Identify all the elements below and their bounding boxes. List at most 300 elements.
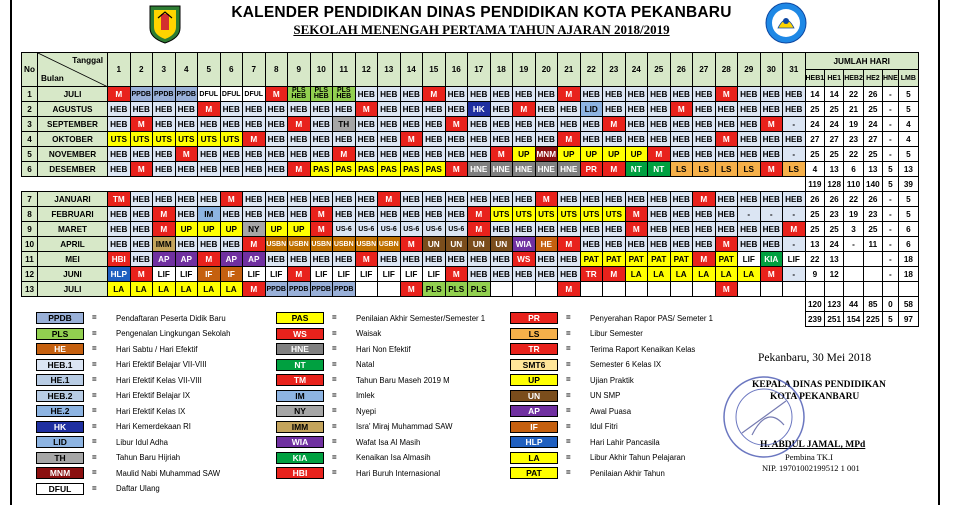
day-cell: HEB	[108, 147, 131, 162]
header-bulan: Bulan	[41, 74, 64, 83]
day-cell: HEB	[558, 222, 581, 237]
day-cell: HEB	[580, 222, 603, 237]
day-cell: HEB	[445, 132, 468, 147]
legend-equals: =	[332, 406, 337, 415]
day-cell: M	[648, 147, 671, 162]
day-cell: DFUL	[243, 87, 266, 102]
day-cell: UTS	[580, 207, 603, 222]
day-cell: UP	[558, 147, 581, 162]
month-sum: 6	[898, 222, 918, 237]
total-cell: 120	[805, 297, 825, 312]
day-cell: LIF	[333, 267, 356, 282]
day-cell: HEB	[220, 237, 243, 252]
month-sum: 19	[844, 207, 864, 222]
month-sum: 5	[898, 147, 918, 162]
month-sum: 24	[825, 117, 844, 132]
total-cell: 97	[898, 312, 918, 327]
day-cell: HEB	[468, 252, 491, 267]
month-name: OKTOBER	[38, 132, 108, 147]
month-name: JULI	[38, 282, 108, 297]
day-cell: HEB	[558, 102, 581, 117]
month-sum: 23	[844, 132, 864, 147]
legend-text: Natal	[356, 360, 375, 369]
month-sum: 25	[805, 207, 825, 222]
day-cell: HNE	[468, 162, 491, 177]
day-cell: HEB	[760, 237, 783, 252]
day-cell: MNM	[535, 147, 558, 162]
month-row	[22, 102, 919, 117]
day-cell: HEB	[760, 147, 783, 162]
day-cell: LA	[130, 282, 153, 297]
legend-equals: =	[92, 483, 97, 493]
day-cell: HEB	[355, 207, 378, 222]
day-cell: HEB	[130, 252, 153, 267]
day-cell: HEB	[490, 252, 513, 267]
month-row	[22, 282, 919, 297]
header-tanggal: Tanggal	[72, 56, 103, 65]
day-cell: HEB	[243, 192, 266, 207]
day-cell: NT	[625, 162, 648, 177]
legend-equals: =	[92, 375, 97, 384]
day-cell: HEB	[535, 117, 558, 132]
day-cell: HEB	[648, 87, 671, 102]
day-cell: HEB	[625, 87, 648, 102]
legend-text: Libur Idul Adha	[116, 437, 169, 447]
day-cell: UN	[445, 237, 468, 252]
day-cell: HEB	[738, 87, 761, 102]
header-no: No	[22, 53, 38, 87]
month-name: APRIL	[38, 237, 108, 252]
day-cell: HEB	[693, 117, 716, 132]
day-cell: HEB	[535, 87, 558, 102]
legend-text: Idul Fitri	[590, 422, 618, 431]
day-cell: IF	[198, 267, 221, 282]
day-cell: LA	[198, 282, 221, 297]
day-cell: DFUL	[198, 87, 221, 102]
day-cell: HEB	[445, 87, 468, 102]
total-cell: 123	[825, 297, 844, 312]
month-no: 11	[22, 252, 38, 267]
legend-text: Hari Efektif Kelas IX	[116, 406, 186, 416]
day-cell: M	[153, 222, 176, 237]
month-sum: 14	[825, 87, 844, 102]
day-cell: HEB	[580, 132, 603, 147]
month-sum	[844, 252, 864, 267]
day-cell: HEB	[558, 252, 581, 267]
day-cell	[648, 282, 671, 297]
day-cell: UP	[265, 222, 288, 237]
month-sum: 22	[844, 87, 864, 102]
legend-text: Pengenalan Lingkungan Sekolah	[116, 329, 231, 338]
day-cell	[693, 282, 716, 297]
day-cell	[738, 282, 761, 297]
day-cell: HEB	[378, 132, 401, 147]
legend-equals: =	[92, 406, 97, 415]
month-sum: 22	[844, 192, 864, 207]
day-cell: PR	[580, 162, 603, 177]
day-cell: HEB	[378, 147, 401, 162]
legend-code: LID	[36, 436, 84, 448]
day-cell: HEB	[265, 252, 288, 267]
day-cell: IF	[220, 267, 243, 282]
day-cell: M	[783, 222, 806, 237]
legend-text: Hari Efektif Belajar VII-VIII	[116, 360, 207, 369]
day-cell: HEB	[310, 102, 333, 117]
day-cell: UTS	[558, 207, 581, 222]
day-cell: M	[715, 132, 738, 147]
day-cell: HEB	[243, 102, 266, 117]
day-cell: PLS	[468, 282, 491, 297]
day-cell: LID	[580, 102, 603, 117]
day-cell: LA	[625, 267, 648, 282]
day-cell: HEB	[198, 192, 221, 207]
legend-code: TM	[276, 374, 324, 386]
day-cell: HEB	[378, 207, 401, 222]
total-cell: 225	[863, 312, 882, 327]
legend-code: IMM	[276, 421, 324, 433]
day-cell: HEB	[580, 87, 603, 102]
day-cell: HEB	[130, 192, 153, 207]
month-name: MEI	[38, 252, 108, 267]
legend-equals: =	[566, 406, 571, 415]
month-sum: 5	[882, 162, 898, 177]
month-row	[22, 87, 919, 102]
day-cell: HEB	[220, 162, 243, 177]
month-sum: 24	[805, 117, 825, 132]
day-cell: PAS	[355, 162, 378, 177]
day-cell: HEB	[423, 207, 446, 222]
day-cell: HEB	[738, 117, 761, 132]
total-cell: 44	[844, 297, 864, 312]
day-cell: NT	[648, 162, 671, 177]
month-row	[22, 132, 919, 147]
legend-code: HEB.2	[36, 390, 84, 402]
month-sum: 23	[863, 207, 882, 222]
day-cell: UTS	[535, 207, 558, 222]
legend-equals: =	[92, 421, 97, 431]
legend-code: MNM	[36, 467, 84, 479]
day-cell: LA	[648, 267, 671, 282]
day-header: 18	[490, 53, 513, 87]
day-cell: WIA	[513, 237, 536, 252]
day-cell: M	[693, 192, 716, 207]
day-cell: HEB	[108, 237, 131, 252]
day-cell: LS	[693, 162, 716, 177]
day-header: 26	[670, 53, 693, 87]
legend-equals: =	[566, 328, 571, 338]
month-sum: 27	[805, 132, 825, 147]
day-cell: HEB	[580, 192, 603, 207]
day-cell: US-6	[355, 222, 378, 237]
day-cell: HEB	[558, 192, 581, 207]
month-sum: 4	[898, 117, 918, 132]
day-cell: HEB	[648, 102, 671, 117]
day-cell: KIA	[760, 252, 783, 267]
legend-code: NY	[276, 405, 324, 417]
month-sum	[844, 267, 864, 282]
day-cell: HEB	[423, 252, 446, 267]
total-cell: 119	[805, 177, 825, 192]
legend-code: HBI	[276, 467, 324, 479]
sum-col-header: HE1	[825, 70, 844, 87]
day-cell: M	[288, 267, 311, 282]
day-cell: UP	[198, 222, 221, 237]
day-cell: PAS	[378, 162, 401, 177]
day-cell: M	[310, 207, 333, 222]
day-cell: LIF	[423, 267, 446, 282]
day-cell: AP	[153, 252, 176, 267]
day-header: 29	[738, 53, 761, 87]
day-header: 25	[648, 53, 671, 87]
month-sum: 27	[825, 132, 844, 147]
place-date: Pekanbaru, 30 Mei 2018	[758, 352, 872, 364]
day-cell: USBN	[355, 237, 378, 252]
legend-code: SMT6	[510, 359, 558, 371]
day-cell: M	[445, 162, 468, 177]
day-cell: HEB	[400, 252, 423, 267]
day-cell: HEB	[445, 252, 468, 267]
legend-equals: =	[566, 375, 571, 384]
legend-text: Awal Puasa	[590, 406, 632, 416]
day-cell: HEB	[130, 222, 153, 237]
day-cell: HEB	[625, 117, 648, 132]
day-header: 16	[445, 53, 468, 87]
month-no: 1	[22, 87, 38, 102]
total-cell: 58	[898, 297, 918, 312]
day-header: 6	[220, 53, 243, 87]
day-cell: HNE	[558, 162, 581, 177]
day-header: 10	[310, 53, 333, 87]
day-cell: M	[355, 102, 378, 117]
month-name: FEBRUARI	[38, 207, 108, 222]
day-cell: M	[558, 282, 581, 297]
day-cell: UTS	[513, 207, 536, 222]
day-cell: PLS HEB	[333, 87, 356, 102]
day-cell: HEB	[198, 117, 221, 132]
day-cell: HEB	[333, 192, 356, 207]
legend-code: HLP	[510, 436, 558, 448]
month-sum: 24	[825, 237, 844, 252]
legend-text: Hari Non Efektif	[356, 344, 411, 354]
day-cell: M	[760, 117, 783, 132]
month-sum: 25	[825, 147, 844, 162]
day-cell: HEB	[693, 102, 716, 117]
day-cell: M	[378, 192, 401, 207]
day-cell: PPDB	[153, 87, 176, 102]
day-cell	[355, 282, 378, 297]
day-cell: UTS	[490, 207, 513, 222]
day-cell: LIF	[355, 267, 378, 282]
day-cell: HEB	[288, 252, 311, 267]
legend-equals: =	[566, 390, 571, 400]
day-header: 2	[130, 53, 153, 87]
day-cell: UP	[288, 222, 311, 237]
day-cell: HEB	[535, 132, 558, 147]
day-header: 14	[400, 53, 423, 87]
day-cell: HEB	[333, 102, 356, 117]
day-cell: PLS HEB	[310, 87, 333, 102]
day-cell: LIF	[153, 267, 176, 282]
day-cell: HEB	[715, 102, 738, 117]
day-cell	[535, 282, 558, 297]
day-cell: -	[783, 237, 806, 252]
day-cell: HEB	[535, 222, 558, 237]
day-cell: HEB	[513, 192, 536, 207]
legend-equals: =	[566, 344, 571, 353]
month-name: MARET	[38, 222, 108, 237]
day-header: 7	[243, 53, 266, 87]
day-cell: HEB	[445, 207, 468, 222]
day-cell: USBN	[288, 237, 311, 252]
day-cell: LS	[738, 162, 761, 177]
month-row	[22, 267, 919, 282]
total-cell: 154	[844, 312, 864, 327]
day-cell: HEB	[445, 102, 468, 117]
day-cell: M	[265, 87, 288, 102]
day-cell: HEB	[490, 192, 513, 207]
day-cell: HEB	[108, 207, 131, 222]
legend-code: HE	[36, 343, 84, 355]
month-no: 7	[22, 192, 38, 207]
day-cell: M	[130, 267, 153, 282]
legend-text: Waisak	[356, 329, 382, 338]
day-cell: PPDB	[288, 282, 311, 297]
day-cell: M	[108, 87, 131, 102]
day-cell: M	[558, 237, 581, 252]
header-tanggal-bulan	[38, 53, 108, 87]
month-sum: 9	[805, 267, 825, 282]
day-cell: HEB	[175, 207, 198, 222]
legend-equals: =	[332, 313, 337, 322]
day-cell: HEB	[130, 207, 153, 222]
day-cell: -	[783, 117, 806, 132]
day-cell: HEB	[175, 162, 198, 177]
day-cell: M	[625, 222, 648, 237]
day-cell: UTS	[175, 132, 198, 147]
day-cell	[783, 282, 806, 297]
day-cell: HEB	[265, 192, 288, 207]
legend-equals: =	[92, 452, 97, 462]
day-cell: HEB	[738, 222, 761, 237]
day-cell: PPDB	[130, 87, 153, 102]
legend-equals: =	[332, 421, 337, 431]
day-cell: AP	[220, 252, 243, 267]
day-cell: PAT	[603, 252, 626, 267]
day-cell	[625, 282, 648, 297]
month-sum: 13	[863, 162, 882, 177]
day-cell: HEB	[670, 222, 693, 237]
day-cell: HLP	[108, 267, 131, 282]
day-cell: HK	[468, 102, 491, 117]
month-sum	[882, 282, 898, 297]
day-cell: HEB	[783, 87, 806, 102]
day-cell: HEB	[198, 147, 221, 162]
month-no: 4	[22, 132, 38, 147]
jumlah-hari-header: JUMLAH HARI	[805, 53, 918, 70]
day-header: 24	[625, 53, 648, 87]
total-cell: 140	[863, 177, 882, 192]
day-cell: HNE	[490, 162, 513, 177]
legend-equals: =	[332, 437, 337, 446]
legend-equals: =	[566, 437, 571, 446]
day-header: 15	[423, 53, 446, 87]
day-cell: -	[783, 147, 806, 162]
month-sum: -	[882, 132, 898, 147]
day-cell: HEB	[468, 87, 491, 102]
month-sum: 3	[844, 222, 864, 237]
day-cell: LIF	[738, 252, 761, 267]
day-cell: M	[693, 252, 716, 267]
day-cell: LIF	[243, 267, 266, 282]
day-cell: HEB	[220, 147, 243, 162]
day-cell: HEB	[760, 192, 783, 207]
day-cell: HEB	[265, 132, 288, 147]
day-cell: M	[400, 282, 423, 297]
signer-rank: Pembina TK.I	[785, 452, 834, 462]
total-cell: 39	[898, 177, 918, 192]
legend-code: PAS	[276, 312, 324, 324]
day-cell: HEB	[423, 132, 446, 147]
legend-code: DFUL	[36, 483, 84, 495]
day-cell: M	[423, 87, 446, 102]
day-cell: HEB	[153, 162, 176, 177]
legend-code: LA	[510, 452, 558, 464]
day-cell: AP	[243, 252, 266, 267]
day-cell: HEB	[760, 87, 783, 102]
month-sum: -	[882, 237, 898, 252]
sum-col-header: HEB1	[805, 70, 825, 87]
signer-name: H. ABDUL JAMAL, MPd	[760, 440, 866, 450]
day-cell: M	[175, 147, 198, 162]
legend-text: Tahun Baru Maseh 2019 M	[356, 375, 450, 385]
day-cell: HEB	[355, 192, 378, 207]
day-header: 23	[603, 53, 626, 87]
legend-equals: =	[332, 328, 337, 338]
day-cell: HEB	[580, 237, 603, 252]
total-cell: 110	[844, 177, 864, 192]
day-cell: HEB	[738, 147, 761, 162]
day-cell: LA	[693, 267, 716, 282]
day-cell: HEB	[108, 162, 131, 177]
day-cell: HEB	[535, 252, 558, 267]
day-cell: HEB	[535, 267, 558, 282]
month-sum: -	[882, 147, 898, 162]
day-cell: HEB	[130, 147, 153, 162]
day-cell: HEB	[468, 192, 491, 207]
legend-code: HE.1	[36, 374, 84, 386]
day-cell: HEB	[355, 87, 378, 102]
day-cell: HEB	[468, 147, 491, 162]
month-sum: 18	[898, 252, 918, 267]
legend-code: UN	[510, 390, 558, 402]
day-cell: HEB	[738, 237, 761, 252]
day-cell: HEB	[400, 192, 423, 207]
legend-text: Imlek	[356, 391, 375, 400]
day-cell: M	[715, 87, 738, 102]
day-cell: HEB	[288, 147, 311, 162]
day-cell: HEB	[288, 132, 311, 147]
legend-code: PLS	[36, 328, 84, 340]
day-cell: PLS HEB	[288, 87, 311, 102]
day-cell: HEB	[603, 192, 626, 207]
month-sum: -	[882, 267, 898, 282]
day-cell: HEB	[310, 117, 333, 132]
day-cell: HEB	[715, 147, 738, 162]
legend-code: KIA	[276, 452, 324, 464]
day-header: 5	[198, 53, 221, 87]
legend-equals: =	[332, 359, 337, 369]
month-name: JANUARI	[38, 192, 108, 207]
